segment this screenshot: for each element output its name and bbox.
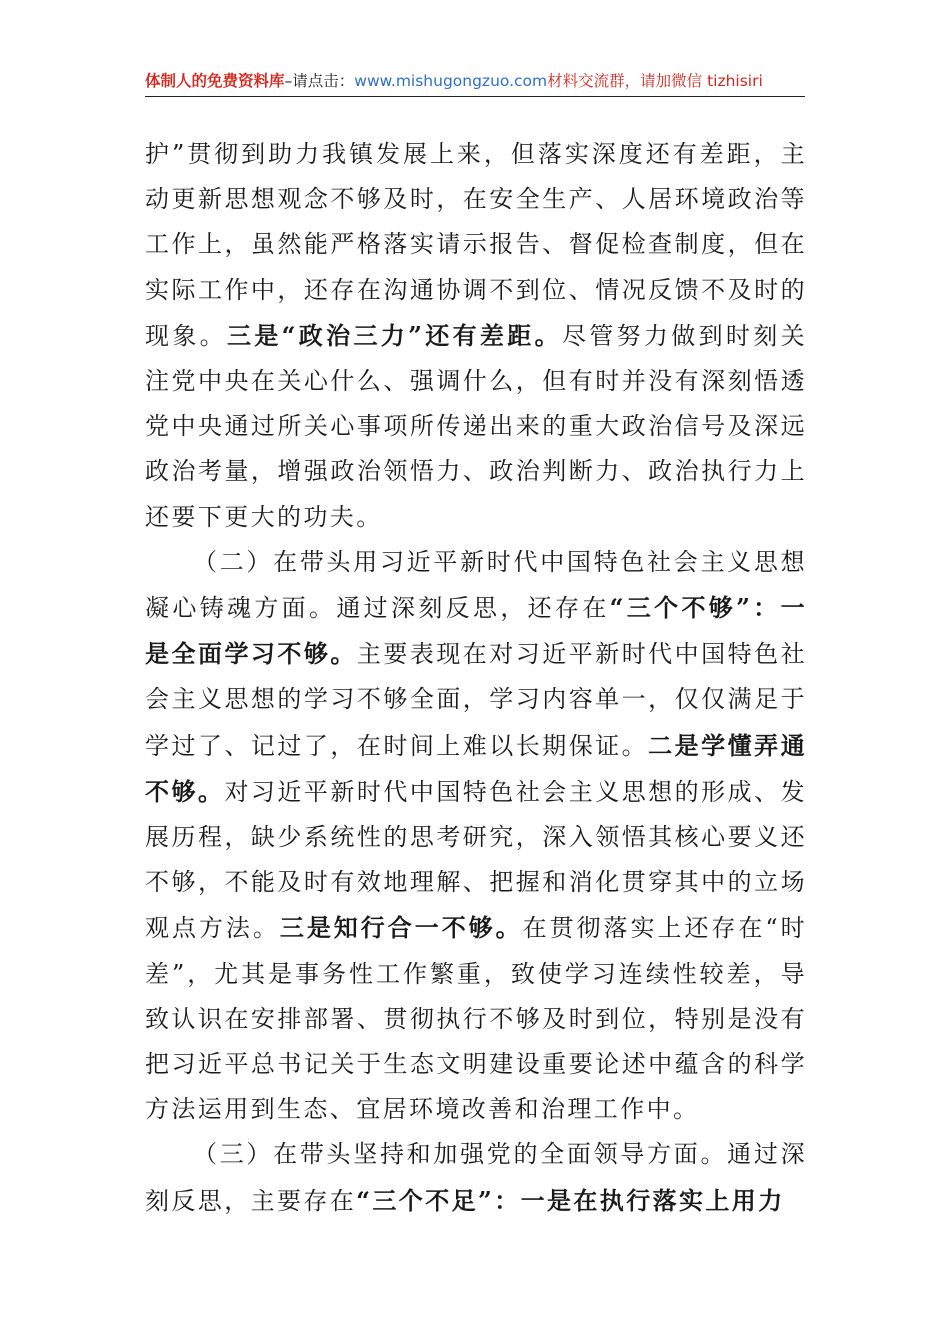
text-run: 尽管努力做到时刻关注党中央在关心什么、强调什么，但有时并没有深刻悟透党中央通过所关心事项所传递出来的重大政治信号及深远政治考量，增强政治领悟力、政治判断力、政治执行力上还要下更大的功夫。 [145, 321, 807, 531]
text-run: 在贯彻落实上还存在“时差”，尤其是事务性工作繁重，致使学习连续性较差，导致认识在安排部署、贯彻执行不够及时到位，特别是没有把习近平总书记关于生态文明建设重要论述中蕴含的科学方法运用到生态、宜居环境改善和治理工作中。 [145, 914, 807, 1124]
text-run: （二）在带头用习近平新时代中国特色社会主义思想凝心铸魂方面。通过深刻反思，还存在 [145, 547, 807, 623]
paragraph-1 [145, 132, 807, 540]
header-brand: 体制人的免费资料库 [145, 72, 285, 90]
document-body [145, 132, 807, 1224]
header-separator: –请点击： [284, 72, 355, 90]
paragraph-3 [145, 1132, 807, 1223]
header-tail: 材料交流群，请加微信 tizhisiri [547, 72, 763, 90]
header-url-link[interactable]: www.mishugongzuo.com [354, 72, 548, 90]
bold-run: 三是知行合一不够。 [279, 913, 523, 943]
bold-run: “三个不够”：一是全面学习不够。 [145, 593, 807, 669]
text-run: （三）在带头坚持和加强党的全面领导方面。通过深刻反思，主要存在 [145, 1140, 807, 1215]
page-header [145, 66, 805, 97]
bold-run: “三个不足”：一是在执行落实上用力 [356, 1185, 785, 1215]
bold-run: 二是学懂弄通不够。 [145, 730, 807, 806]
text-run: 护”贯彻到助力我镇发展上来，但落实深度还有差距，主动更新思想观念不够及时，在安全生产、人居环境政治等工作上，虽然能严格落实请示报告、督促检查制度，但在实际工作中，还存在沟通协调不到位、情况反馈不及时的现象。 [145, 140, 807, 350]
text-run: 对习近平新时代中国特色社会主义思想的形成、发展历程，缺少系统性的思考研究，深入领悟其核心要义还不够，不能及时有效地理解、把握和消化贯穿其中的立场观点方法。 [145, 777, 807, 943]
bold-run: 三是“政治三力”还有差距。 [227, 320, 562, 350]
text-run: 主要表现在对习近平新时代中国特色社会主义思想的学习不够全面，学习内容单一，仅仅满足于学过了、记过了，在时间上难以长期保证。 [145, 640, 807, 760]
paragraph-2 [145, 540, 807, 1133]
